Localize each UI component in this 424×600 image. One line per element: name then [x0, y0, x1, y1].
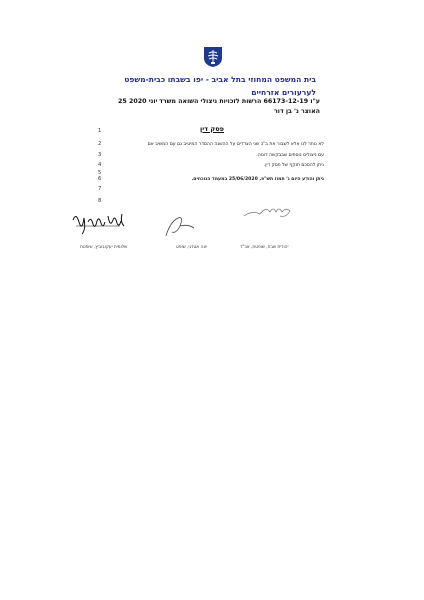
court-name-line1: בית המשפט המחוזי בתל אביב - יפו בשבתו כבית-משפט: [124, 75, 316, 84]
judge-name-center: יונה אטדגי, שופט: [176, 245, 208, 250]
judge-name-left: שלומית יעקובוביץ, שופטת: [80, 245, 128, 250]
case-reference: ע"ו 66173-12-19 הרשות לזכויות ניצולי השואה משרד: [159, 98, 320, 105]
line-number: 6: [98, 176, 102, 182]
judgment-date: 25 יוני 2020: [118, 98, 158, 105]
body-line: עם ניצולים נוספים שבבקשה דומה.: [256, 153, 324, 158]
line-number: 7: [98, 186, 102, 192]
state-emblem-icon: [202, 46, 224, 68]
signature-judge-left: [70, 208, 128, 238]
line-number: 3: [98, 152, 102, 158]
court-name: [56, 73, 316, 99]
line-number: 4: [98, 162, 102, 168]
body-line: ניתן והודע היום ג' תמוז תש"פ, 25/06/2020 במעמד הנוכחים.: [191, 177, 324, 182]
body-line: ניתן להסכם תוקף של פסק דין.: [263, 163, 324, 168]
line-number: 8: [98, 198, 102, 204]
document-title: פסק דין: [199, 125, 225, 133]
line-number: 2: [98, 141, 102, 147]
body-line: לא נותר לנו אלא לשבור את ב"כ שני הצדדים על ההשגה ההסדר המיטיב גם עם המשיב אם: [147, 142, 324, 147]
judge-name-right: יהודית שבח, שופטת, אב"ד: [240, 245, 289, 250]
court-name-line2: לערעורים אזרחיים: [251, 88, 316, 97]
line-number: 5: [98, 170, 102, 176]
line-number: 1: [98, 128, 102, 134]
parties: האוצר נ' בן דור: [274, 108, 320, 115]
signature-judge-right: [240, 200, 296, 222]
signature-judge-center: [160, 212, 200, 240]
